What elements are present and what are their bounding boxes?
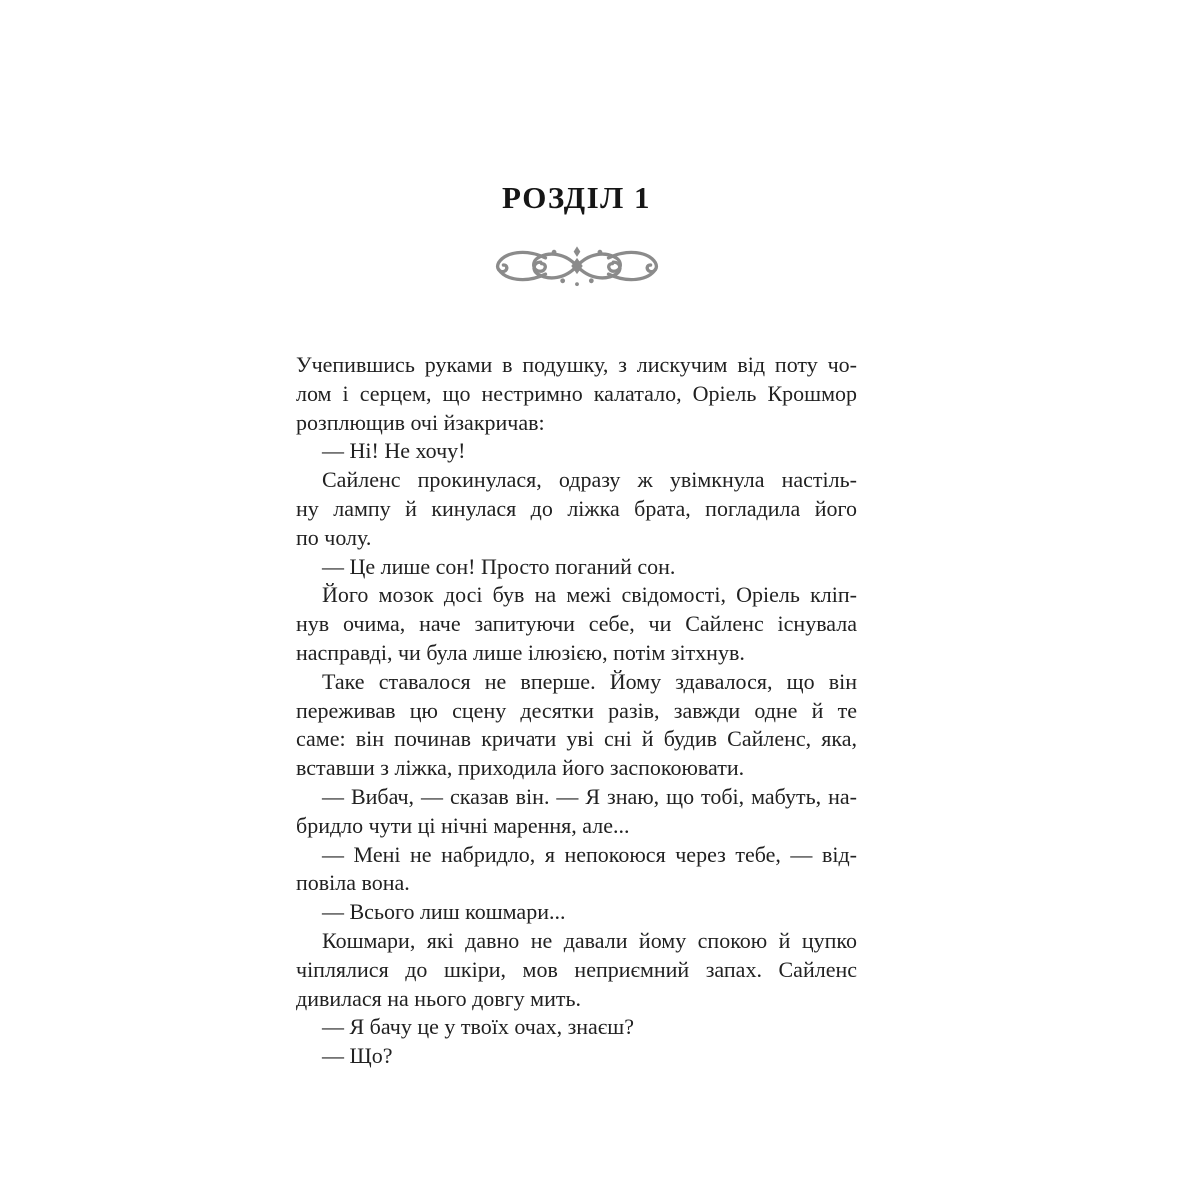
text-line: — Вибач, — сказав він. — Я знаю, що тобі, мабуть, на- (322, 783, 857, 809)
text-line: лом і серцем, що нестримно калатало, Оріель Крошмор (296, 380, 857, 406)
text-line: насправді, чи була лише ілюзією, потім зітхнув. (296, 639, 745, 665)
chapter-title: РОЗДІЛ 1 (501, 180, 652, 215)
text-line: Таке ставалося не вперше. Йому здавалося, що він (322, 668, 857, 694)
text-line: — Всього лиш кошмари... (322, 899, 566, 925)
text-line: чіплялися до шкіри, мов неприємний запах. Сайленс (296, 956, 857, 982)
text-line: розплющив очі йзакричав: (296, 409, 545, 435)
flourish-icon (491, 243, 663, 294)
text-line: — Мені не набридло, я непокоюся через тебе, — від- (322, 841, 857, 867)
text-line: дивилася на нього довгу мить. (296, 985, 582, 1011)
text-line: — Це лише сон! Просто поганий сон. (322, 553, 676, 579)
text-line: ну лампу й кинулася до ліжка брата, погладила його (296, 495, 857, 521)
text-line: — Я бачу це у твоїх очах, знаєш? (322, 1014, 634, 1040)
text-line: — Ні! Не хочу! (322, 438, 466, 464)
body-text (296, 351, 857, 1071)
text-line: — Що? (322, 1043, 393, 1069)
text-line: вставши з ліжка, приходила його заспокоювати. (296, 755, 745, 781)
text-line: Сайленс прокинулася, одразу ж увімкнула настіль- (322, 467, 857, 493)
text-line: по чолу. (296, 524, 372, 550)
text-line: переживав цю сцену десятки разів, завжди одне й те (296, 697, 857, 723)
text-line: саме: він починав кричати уві сні й будив Сайленс, яка, (296, 726, 857, 752)
ornament-divider (296, 243, 857, 294)
text-line: бридло чути ці нічні марення, але... (296, 812, 630, 838)
text-line: Його мозок досі був на межі свідомості, Оріель кліп- (322, 582, 857, 608)
text-line: Кошмари, які давно не давали йому спокою й цупко (322, 927, 857, 953)
text-line: нув очима, наче запитуючи себе, чи Сайленс існувала (296, 611, 857, 637)
text-line: Учепившись руками в подушку, з лискучим від поту чо- (296, 352, 857, 377)
text-line: повіла вона. (296, 870, 410, 896)
